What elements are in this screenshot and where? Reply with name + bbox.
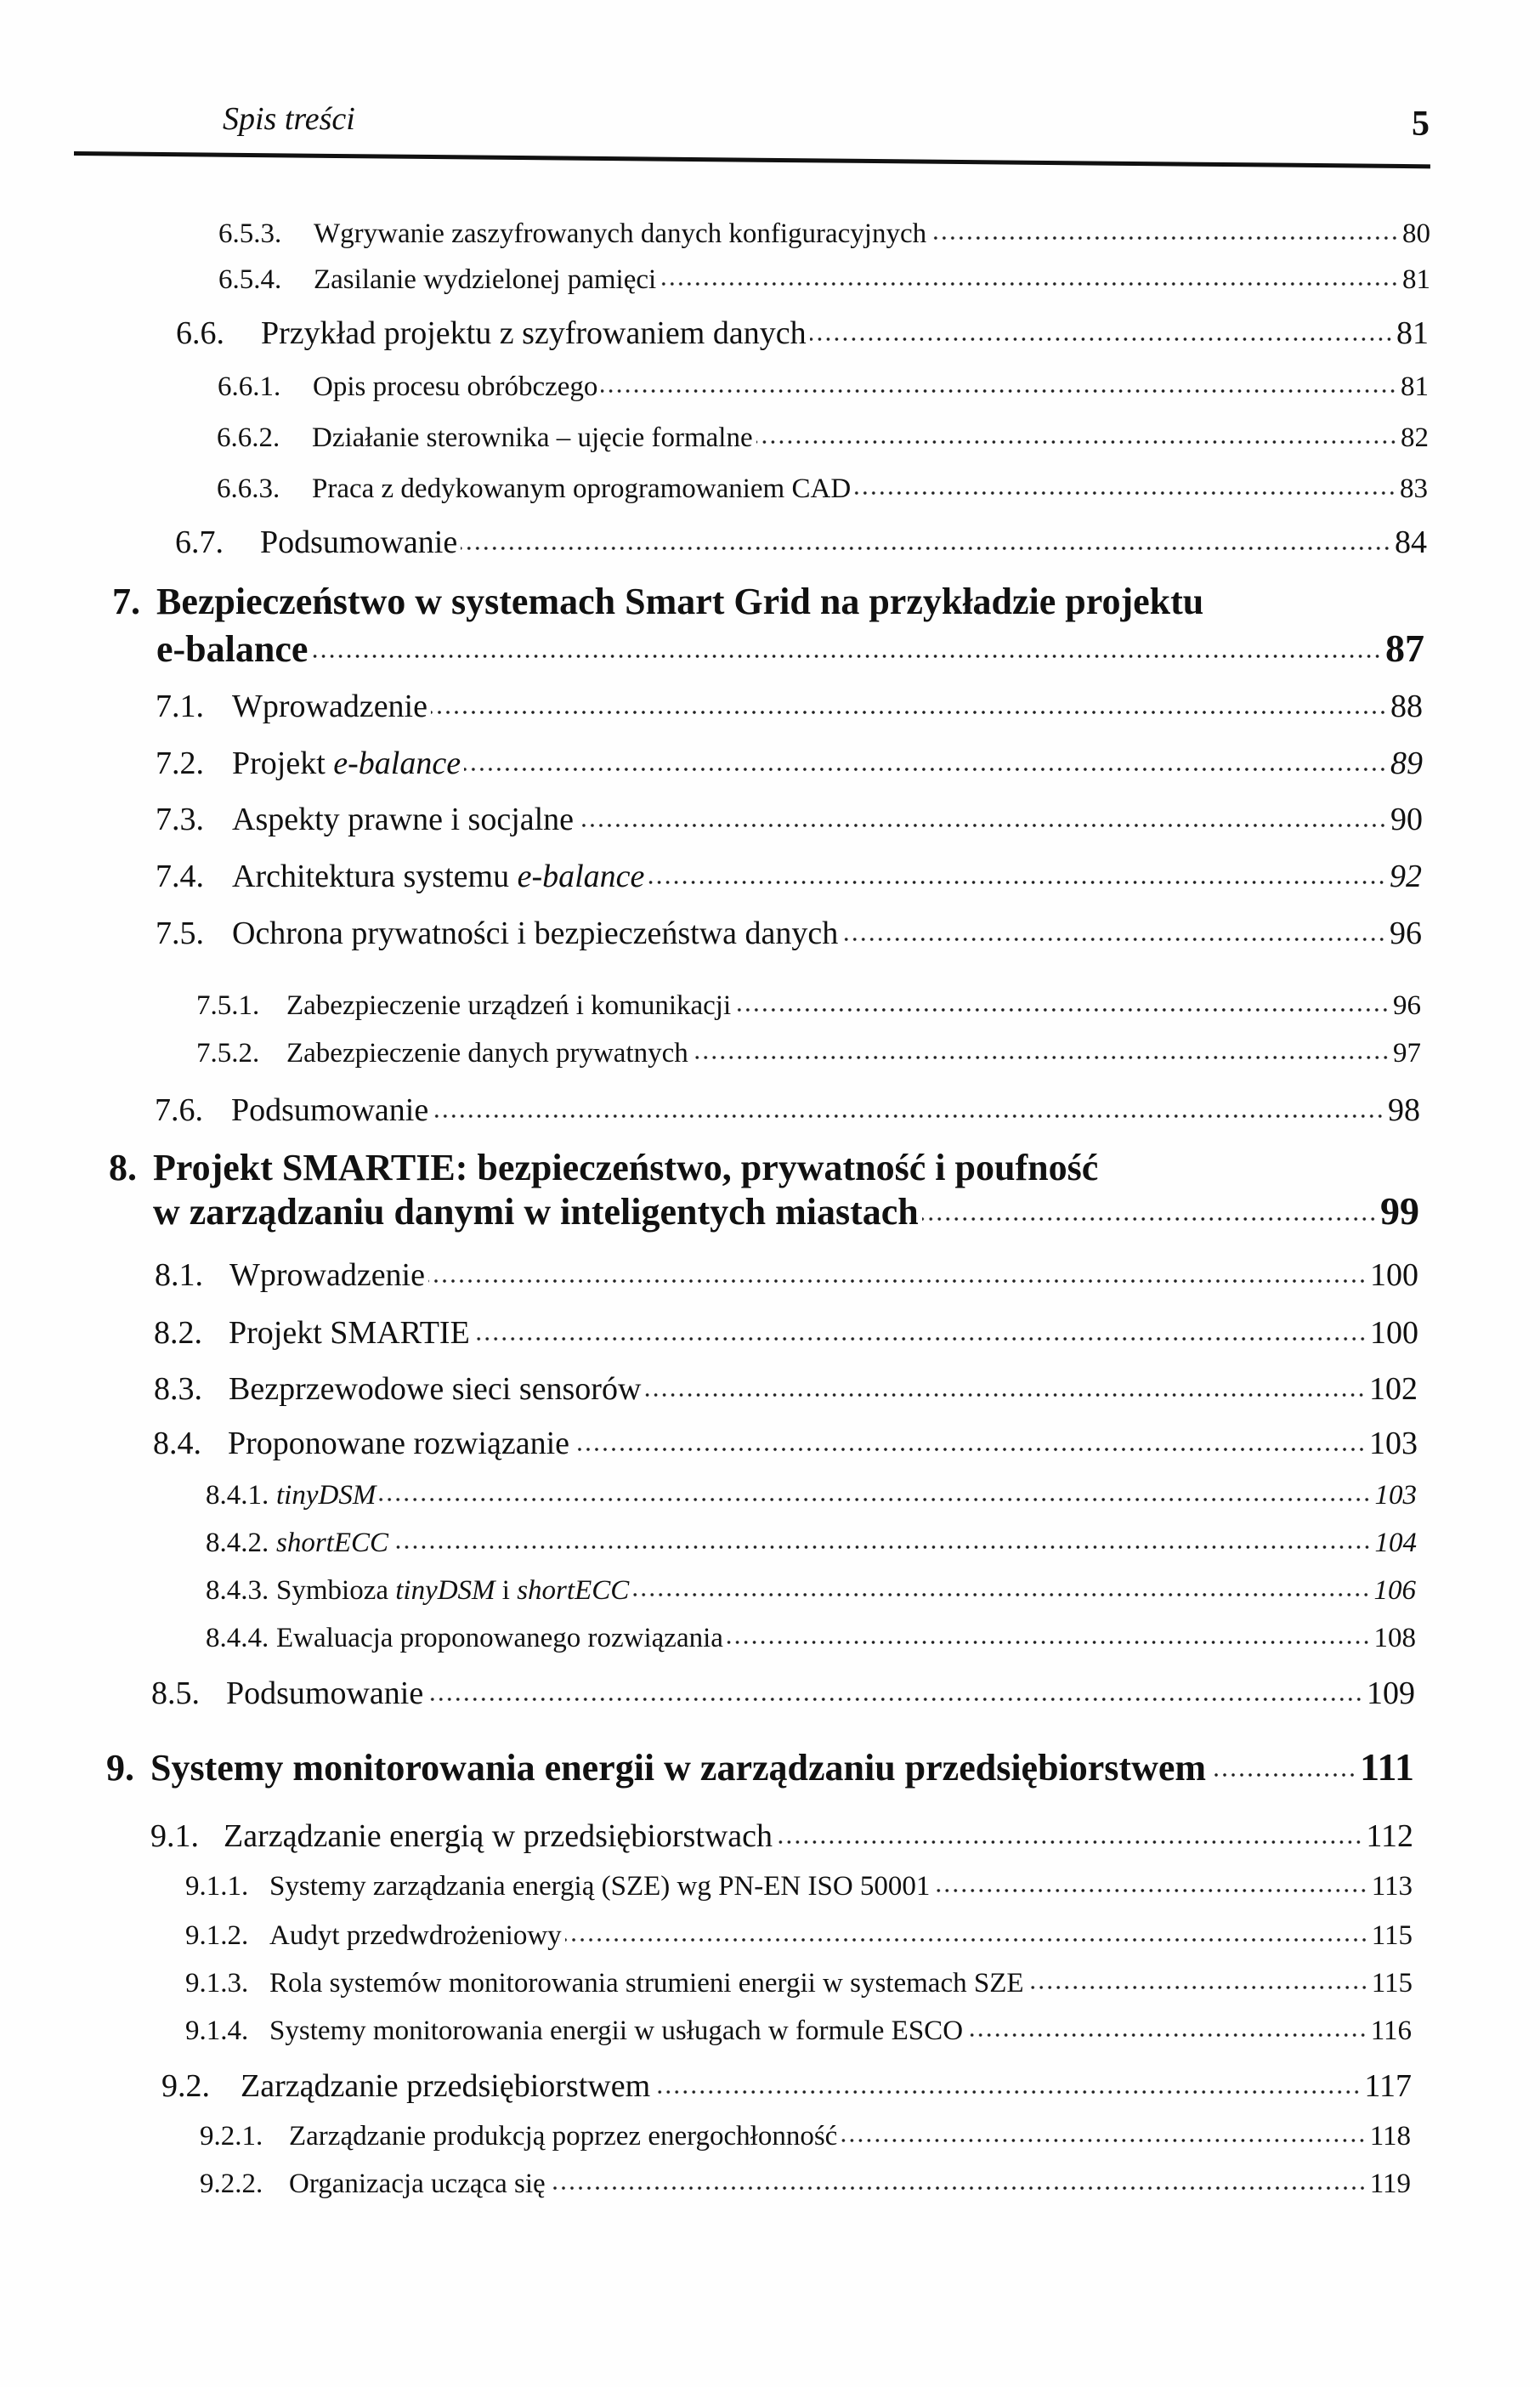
dot-leader	[692, 1034, 1390, 1062]
entry-page: 96	[1393, 990, 1421, 1021]
header-rule	[74, 151, 1430, 168]
entry-number: 9.2.	[161, 2068, 210, 2104]
entry-page: 81	[1402, 264, 1430, 295]
entry-page: 87	[1385, 627, 1424, 670]
toc-entry-8-2[interactable]	[154, 1311, 1418, 1352]
entry-number: 7.1.	[156, 689, 204, 724]
dot-leader	[841, 911, 1386, 944]
entry-title: Wprowadzenie	[232, 689, 427, 724]
entry-number: 9.1.3.	[185, 1968, 249, 1999]
entry-page: 84	[1395, 524, 1427, 560]
entry-page: 119	[1369, 2169, 1411, 2199]
dot-leader	[601, 367, 1397, 395]
entry-number: 6.7.	[175, 524, 224, 560]
entry-number: 6.6.2.	[217, 422, 280, 453]
dot-leader	[841, 2117, 1366, 2145]
dot-leader	[660, 260, 1399, 288]
entry-title: Podsumowanie	[231, 1092, 429, 1128]
dot-leader	[461, 520, 1391, 553]
entry-page: 99	[1380, 1189, 1419, 1233]
chapter-9-heading[interactable]	[106, 1743, 1414, 1789]
entry-page: 113	[1371, 1871, 1413, 1902]
entry-page: 89	[1390, 746, 1423, 781]
entry-number: 6.5.4.	[218, 264, 282, 295]
entry-number: 7.6.	[155, 1092, 203, 1128]
toc-entry-8-4-4[interactable]	[206, 1619, 1416, 1654]
entry-page: 109	[1367, 1675, 1415, 1711]
dot-leader	[577, 797, 1387, 830]
toc-entry-9-2[interactable]	[161, 2064, 1412, 2105]
entry-number: 6.5.3.	[218, 218, 282, 249]
entry-title: Zabezpieczenie urządzeń i komunikacji	[286, 990, 732, 1021]
entry-number: 7.2.	[156, 746, 204, 781]
entry-page: 83	[1400, 473, 1428, 504]
entry-number: 8.4.1.	[206, 1480, 269, 1511]
entry-title: Przykład projektu z szyfrowaniem danych	[261, 315, 807, 351]
entry-number: 6.6.3.	[217, 473, 280, 504]
toc-entry-6-6-3[interactable]	[217, 469, 1428, 505]
entry-page: 102	[1369, 1371, 1418, 1407]
entry-page: 100	[1370, 1315, 1418, 1351]
entry-number: 8.1.	[155, 1257, 203, 1293]
entry-number: 9.2.2.	[200, 2169, 263, 2199]
entry-number: 8.5.	[151, 1675, 200, 1711]
toc-entry-8-4[interactable]	[153, 1421, 1418, 1462]
entry-page: 88	[1390, 689, 1423, 724]
chapter-title-line1: Bezpieczeństwo w systemach Smart Grid na przykładzie projektu	[156, 581, 1204, 622]
entry-number: 8.2.	[154, 1315, 202, 1351]
dot-leader	[734, 986, 1390, 1014]
toc-entry-9-1-3[interactable]	[185, 1964, 1413, 1999]
toc-entry-7-4[interactable]	[156, 854, 1422, 895]
entry-title: Podsumowanie	[260, 524, 458, 560]
toc-entry-6-5-4[interactable]	[218, 260, 1430, 296]
toc-entry-6-6-2[interactable]	[217, 418, 1429, 454]
entry-page: 103	[1369, 1426, 1418, 1461]
toc-entry-6-6[interactable]	[176, 311, 1429, 352]
entry-title: Aspekty prawne i socjalne	[232, 802, 575, 837]
toc-entry-7-5[interactable]	[156, 911, 1422, 952]
toc-entry-8-4-1[interactable]	[206, 1476, 1417, 1511]
toc-entry-8-5[interactable]	[151, 1671, 1415, 1712]
toc-entry-6-6-1[interactable]	[218, 367, 1429, 403]
toc-entry-7-3[interactable]	[156, 797, 1423, 838]
entry-page: 115	[1371, 1920, 1413, 1951]
toc-entry-7-6[interactable]	[155, 1088, 1420, 1129]
dot-leader	[644, 1367, 1366, 1399]
italic-term: tinyDSM	[395, 1575, 495, 1606]
toc-entry-7-2[interactable]	[156, 741, 1423, 782]
entry-page: 97	[1393, 1038, 1421, 1069]
entry-page: 111	[1360, 1745, 1414, 1789]
dot-leader	[549, 2164, 1367, 2192]
dot-leader	[854, 469, 1396, 497]
entry-page: 103	[1374, 1480, 1417, 1511]
entry-page: 98	[1388, 1092, 1420, 1128]
entry-title: tinyDSM	[276, 1480, 377, 1511]
entry-page: 118	[1369, 2121, 1411, 2152]
entry-page: 112	[1366, 1818, 1413, 1854]
chapter-number: 9.	[106, 1747, 134, 1789]
entry-title: Proponowane rozwiązanie	[228, 1426, 570, 1461]
entry-title: Audyt przedwdrożeniowy	[269, 1920, 562, 1951]
entry-number: 8.4.3.	[206, 1575, 269, 1606]
entry-page: 96	[1390, 916, 1422, 951]
chapter-title-line2: w zarządzaniu danymi w inteligentych miastach	[153, 1191, 919, 1233]
entry-title: Organizacja ucząca się	[289, 2169, 546, 2199]
dot-leader	[727, 1619, 1371, 1647]
entry-page: 104	[1374, 1528, 1417, 1558]
toc-entry-6-7[interactable]	[175, 520, 1427, 561]
toc-entry-8-3[interactable]	[154, 1367, 1418, 1408]
toc-entry-6-5-3[interactable]	[218, 214, 1430, 250]
dot-leader	[392, 1523, 1371, 1551]
entry-page: 92	[1390, 859, 1422, 894]
toc-entry-9-1[interactable]	[150, 1814, 1413, 1855]
entry-page: 82	[1401, 422, 1429, 453]
entry-title: Zasilanie wydzielonej pamięci	[314, 264, 657, 295]
dot-leader	[966, 2011, 1367, 2039]
entry-number: 6.6.	[176, 315, 224, 351]
entry-title: Symbioza tinyDSM i shortECC	[276, 1575, 630, 1606]
toc-entry-9-1-1[interactable]	[185, 1867, 1413, 1902]
dot-leader	[428, 1253, 1367, 1285]
running-title: Spis treści	[223, 101, 355, 137]
entry-page: 108	[1373, 1623, 1416, 1653]
dot-leader	[379, 1476, 1371, 1504]
toc-entry-9-2-1[interactable]	[200, 2117, 1411, 2152]
dot-leader	[648, 854, 1386, 887]
entry-page: 81	[1401, 371, 1429, 402]
entry-title: Zarządzanie przedsiębiorstwem	[241, 2068, 651, 2104]
dot-leader	[427, 1671, 1363, 1704]
dot-leader	[565, 1916, 1368, 1944]
toc-entry-7-5-1[interactable]	[196, 986, 1421, 1022]
entry-title: Podsumowanie	[226, 1675, 424, 1711]
entry-number: 9.1.2.	[185, 1920, 249, 1951]
entry-title: Projekt e-balance	[232, 746, 461, 781]
entry-page: 80	[1402, 218, 1430, 249]
entry-title: Architektura systemu e-balance	[232, 859, 645, 894]
dot-leader	[810, 311, 1393, 343]
dot-leader	[464, 741, 1387, 774]
dot-leader	[632, 1571, 1370, 1599]
chapter-title: Systemy monitorowania energii w zarządzaniu przedsiębiorstwem	[150, 1747, 1207, 1789]
chapter-7-heading[interactable]	[112, 580, 1203, 623]
dot-leader	[1028, 1964, 1368, 1992]
entry-title: shortECC	[276, 1528, 389, 1558]
entry-number: 8.4.2.	[206, 1528, 269, 1558]
dot-leader	[654, 2064, 1361, 2096]
entry-title: Projekt SMARTIE	[229, 1315, 470, 1351]
chapter-number: 7.	[112, 581, 140, 622]
dot-leader	[933, 1867, 1367, 1895]
dot-leader	[756, 418, 1397, 446]
entry-title: Zarządzanie energią w przedsiębiorstwach	[224, 1818, 773, 1854]
entry-number: 8.3.	[154, 1371, 202, 1407]
entry-page: 90	[1390, 802, 1423, 837]
entry-number: 9.1.4.	[185, 2016, 249, 2046]
entry-page: 100	[1370, 1257, 1418, 1293]
toc-entry-7-5-2[interactable]	[196, 1034, 1421, 1069]
toc-entry-8-4-2[interactable]	[206, 1523, 1417, 1559]
chapter-8-heading-line2[interactable]	[153, 1187, 1419, 1233]
dot-leader	[432, 1088, 1384, 1120]
italic-term: shortECC	[517, 1575, 630, 1606]
entry-number: 7.5.	[156, 916, 204, 951]
entry-number: 8.4.4.	[206, 1623, 269, 1653]
entry-title: Systemy zarządzania energią (SZE) wg PN-EN ISO 50001	[269, 1871, 931, 1902]
entry-title: Opis procesu obróbczego	[313, 371, 598, 402]
dot-leader	[573, 1421, 1366, 1454]
entry-number: 9.1.	[150, 1818, 199, 1854]
entry-title: Wprowadzenie	[229, 1257, 425, 1293]
dot-leader	[473, 1311, 1367, 1343]
entry-title: Zabezpieczenie danych prywatnych	[286, 1038, 688, 1069]
dot-leader	[1209, 1743, 1356, 1780]
toc-entry-9-1-4[interactable]	[185, 2011, 1412, 2047]
entry-number: 7.5.2.	[196, 1038, 260, 1069]
entry-title: Zarządzanie produkcją poprzez energochłonność	[289, 2121, 838, 2152]
entry-title: Ochrona prywatności i bezpieczeństwa danych	[232, 916, 839, 951]
entry-title: Bezprzewodowe sieci sensorów	[229, 1371, 642, 1407]
chapter-7-heading-line2[interactable]	[156, 624, 1424, 671]
entry-title: Ewaluacja proponowanego rozwiązania	[276, 1623, 723, 1653]
entry-title: Systemy monitorowania energii w usługach w formule ESCO	[269, 2016, 964, 2046]
chapter-8-heading[interactable]	[109, 1146, 1098, 1189]
entry-number: 7.4.	[156, 859, 204, 894]
entry-number: 6.6.1.	[218, 371, 281, 402]
dot-leader	[922, 1187, 1377, 1224]
entry-number: 9.1.1.	[185, 1871, 249, 1902]
italic-term: e-balance	[333, 746, 461, 781]
toc-entry-9-2-2[interactable]	[200, 2164, 1411, 2200]
toc-entry-9-1-2[interactable]	[185, 1916, 1413, 1952]
toc-entry-7-1[interactable]	[156, 684, 1423, 725]
entry-number: 8.4.	[153, 1426, 201, 1461]
entry-page: 115	[1371, 1968, 1413, 1999]
entry-number: 9.2.1.	[200, 2121, 263, 2152]
entry-page: 81	[1396, 315, 1429, 351]
toc-entry-8-4-3[interactable]	[206, 1571, 1416, 1607]
entry-number: 7.5.1.	[196, 990, 260, 1021]
page-number: 5	[1412, 105, 1430, 144]
dot-leader	[311, 624, 1382, 661]
entry-number: 7.3.	[156, 802, 204, 837]
entry-title: Wgrywanie zaszyfrowanych danych konfiguracyjnych	[314, 218, 927, 249]
toc-entry-8-1[interactable]	[155, 1253, 1418, 1294]
entry-page: 106	[1373, 1575, 1416, 1606]
chapter-title-line2: e-balance	[156, 628, 309, 670]
italic-term: e-balance	[517, 859, 645, 894]
chapter-number: 8.	[109, 1147, 137, 1188]
dot-leader	[431, 684, 1387, 717]
entry-title: Działanie sterownika – ujęcie formalne	[312, 422, 753, 453]
entry-title: Praca z dedykowanym oprogramowaniem CAD	[312, 473, 852, 504]
dot-leader	[776, 1814, 1362, 1846]
entry-page: 116	[1370, 2016, 1412, 2046]
dot-leader	[930, 214, 1399, 242]
entry-page: 117	[1364, 2068, 1412, 2104]
chapter-title-line1: Projekt SMARTIE: bezpieczeństwo, prywatność i poufność	[153, 1147, 1099, 1188]
entry-title: Rola systemów monitorowania strumieni energii w systemach SZE	[269, 1968, 1024, 1999]
